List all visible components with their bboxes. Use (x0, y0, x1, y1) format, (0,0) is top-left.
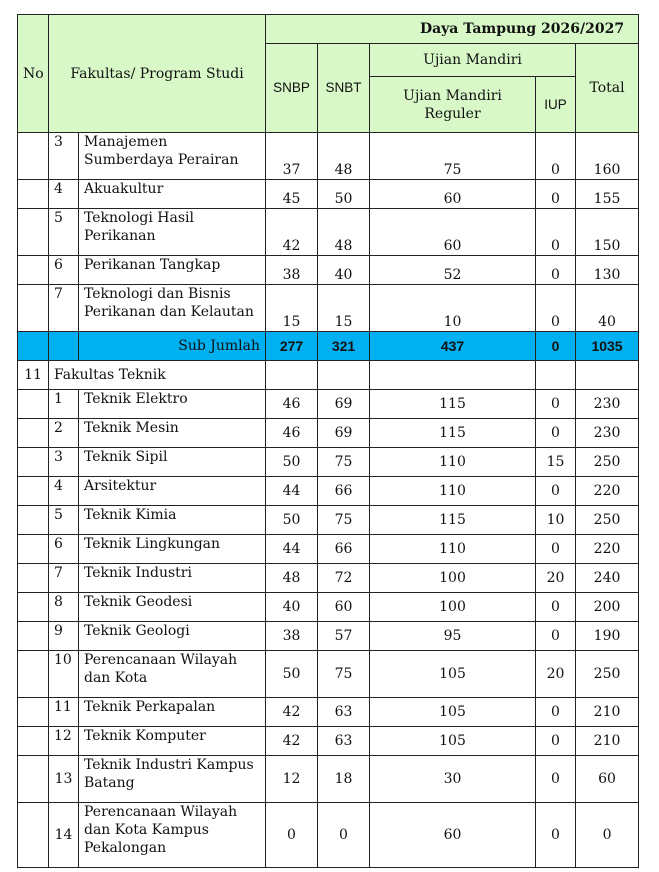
cell-total: 155 (576, 180, 639, 209)
table-row (18, 506, 639, 535)
cell-total: 220 (576, 477, 639, 506)
row-index: 4 (49, 180, 79, 209)
cell-iup: 0 (536, 419, 576, 448)
cell-snbt: 18 (318, 756, 370, 803)
cell-snbp: 50 (266, 448, 318, 477)
row-index: 2 (49, 419, 79, 448)
program-name: Teknik Elektro (79, 390, 266, 419)
table-row (18, 564, 639, 593)
program-name: Teknologi Hasil Perikanan (79, 209, 266, 256)
table-body (18, 133, 639, 868)
cell-iup: 0 (536, 698, 576, 727)
table-row (18, 448, 639, 477)
cell-um-reguler: 60 (370, 180, 536, 209)
cell-um-reguler: 10 (370, 285, 536, 332)
cell-um-reguler: 105 (370, 727, 536, 756)
cell-um-reguler: 110 (370, 477, 536, 506)
cell-snbt: 69 (318, 390, 370, 419)
program-name: Perencanaan Wilayah dan Kota Kampus Pekalongan (79, 803, 266, 868)
table-row (18, 209, 639, 256)
row-index: 6 (49, 256, 79, 285)
cell-snbp: 37 (266, 133, 318, 180)
cell-iup: 0 (536, 390, 576, 419)
cell-total: 160 (576, 133, 639, 180)
cell-total: 230 (576, 419, 639, 448)
cell-um-reguler: 115 (370, 390, 536, 419)
program-name: Akuakultur (79, 180, 266, 209)
cell-snbt: 60 (318, 593, 370, 622)
cell-snbp: 42 (266, 727, 318, 756)
row-index: 11 (49, 698, 79, 727)
cell-snbt: 63 (318, 727, 370, 756)
program-name: Teknologi dan Bisnis Perikanan dan Kelautan (79, 285, 266, 332)
cell-snbp: 50 (266, 506, 318, 535)
table-row (18, 477, 639, 506)
program-name: Teknik Industri Kampus Batang (79, 756, 266, 803)
cell-snbt: 48 (318, 209, 370, 256)
table-header (18, 15, 639, 133)
cell-snbp: 44 (266, 535, 318, 564)
cell-um-reguler: 110 (370, 448, 536, 477)
cell-iup: 0 (536, 209, 576, 256)
cell-snbt: 0 (318, 803, 370, 868)
cell-snbp: 40 (266, 593, 318, 622)
row-index: 7 (49, 564, 79, 593)
table-row (18, 593, 639, 622)
cell-total: 150 (576, 209, 639, 256)
cell-um-reguler: 95 (370, 622, 536, 651)
table-row (18, 803, 639, 868)
row-index: 5 (49, 209, 79, 256)
row-index: 1 (49, 390, 79, 419)
cell-iup: 10 (536, 506, 576, 535)
cell-snbt: 15 (318, 285, 370, 332)
cell-um-reguler: 110 (370, 535, 536, 564)
program-name: Manajemen Sumberdaya Perairan (79, 133, 266, 180)
cell-snbt: 75 (318, 506, 370, 535)
row-index: 3 (49, 448, 79, 477)
row-index: 9 (49, 622, 79, 651)
subtotal-snbt: 321 (318, 332, 370, 361)
header-no: No (18, 15, 49, 133)
table-row (18, 698, 639, 727)
cell-um-reguler: 115 (370, 506, 536, 535)
table-row (18, 419, 639, 448)
header-snbt: SNBT (318, 44, 370, 133)
table-row (18, 180, 639, 209)
cell-total: 130 (576, 256, 639, 285)
row-index: 3 (49, 133, 79, 180)
subtotal-snbp: 277 (266, 332, 318, 361)
cell-snbp: 38 (266, 622, 318, 651)
row-index: 14 (49, 803, 79, 868)
cell-iup: 0 (536, 180, 576, 209)
cell-um-reguler: 30 (370, 756, 536, 803)
cell-total: 250 (576, 506, 639, 535)
cell-snbp: 12 (266, 756, 318, 803)
cell-iup: 0 (536, 727, 576, 756)
cell-um-reguler: 75 (370, 133, 536, 180)
cell-iup: 15 (536, 448, 576, 477)
program-name: Teknik Sipil (79, 448, 266, 477)
cell-snbt: 57 (318, 622, 370, 651)
cell-snbt: 40 (318, 256, 370, 285)
cell-total: 230 (576, 390, 639, 419)
cell-total: 60 (576, 756, 639, 803)
cell-total: 220 (576, 535, 639, 564)
faculty-number: 11 (18, 361, 49, 390)
program-name: Teknik Lingkungan (79, 535, 266, 564)
cell-um-reguler: 60 (370, 209, 536, 256)
cell-snbp: 46 (266, 419, 318, 448)
program-name: Teknik Mesin (79, 419, 266, 448)
cell-iup: 0 (536, 756, 576, 803)
header-capacity-group: Daya Tampung 2026/2027 (266, 15, 639, 44)
row-index: 7 (49, 285, 79, 332)
row-index: 8 (49, 593, 79, 622)
cell-snbt: 72 (318, 564, 370, 593)
cell-iup: 0 (536, 285, 576, 332)
table-row (18, 756, 639, 803)
table-row (18, 535, 639, 564)
cell-total: 250 (576, 448, 639, 477)
program-name: Arsitektur (79, 477, 266, 506)
table-row (18, 256, 639, 285)
program-name: Perikanan Tangkap (79, 256, 266, 285)
row-index: 10 (49, 651, 79, 698)
cell-iup: 20 (536, 651, 576, 698)
program-name: Teknik Geodesi (79, 593, 266, 622)
cell-snbp: 48 (266, 564, 318, 593)
cell-iup: 0 (536, 133, 576, 180)
cell-snbt: 66 (318, 535, 370, 564)
row-index: 5 (49, 506, 79, 535)
header-ujian-mandiri: Ujian Mandiri (370, 44, 576, 77)
cell-um-reguler: 52 (370, 256, 536, 285)
cell-um-reguler: 105 (370, 651, 536, 698)
cell-snbp: 38 (266, 256, 318, 285)
cell-iup: 0 (536, 477, 576, 506)
table-row (18, 651, 639, 698)
cell-snbp: 45 (266, 180, 318, 209)
cell-snbp: 50 (266, 651, 318, 698)
cell-snbp: 42 (266, 698, 318, 727)
cell-iup: 0 (536, 593, 576, 622)
table-row (18, 622, 639, 651)
cell-snbt: 69 (318, 419, 370, 448)
capacity-table (17, 14, 639, 868)
cell-um-reguler: 100 (370, 564, 536, 593)
cell-total: 200 (576, 593, 639, 622)
program-name: Teknik Geologi (79, 622, 266, 651)
cell-snbp: 15 (266, 285, 318, 332)
cell-snbt: 75 (318, 651, 370, 698)
table-row (18, 133, 639, 180)
subtotal-total: 1035 (576, 332, 639, 361)
cell-snbt: 48 (318, 133, 370, 180)
cell-snbt: 50 (318, 180, 370, 209)
subtotal-label: Sub Jumlah (79, 332, 266, 361)
row-index: 4 (49, 477, 79, 506)
header-total: Total (576, 44, 639, 133)
cell-total: 190 (576, 622, 639, 651)
header-iup: IUP (536, 77, 576, 133)
row-index: 13 (49, 756, 79, 803)
table-row (18, 285, 639, 332)
cell-total: 240 (576, 564, 639, 593)
cell-iup: 0 (536, 535, 576, 564)
row-index: 12 (49, 727, 79, 756)
cell-snbp: 0 (266, 803, 318, 868)
cell-total: 0 (576, 803, 639, 868)
cell-iup: 0 (536, 256, 576, 285)
program-name: Teknik Komputer (79, 727, 266, 756)
program-name: Teknik Industri (79, 564, 266, 593)
cell-um-reguler: 115 (370, 419, 536, 448)
cell-total: 250 (576, 651, 639, 698)
cell-snbt: 75 (318, 448, 370, 477)
program-name: Teknik Perkapalan (79, 698, 266, 727)
subtotal-um-reguler: 437 (370, 332, 536, 361)
table-row (18, 390, 639, 419)
cell-snbp: 44 (266, 477, 318, 506)
faculty-row (18, 361, 639, 390)
header-faculty: Fakultas/ Program Studi (49, 15, 266, 133)
cell-iup: 0 (536, 622, 576, 651)
cell-total: 40 (576, 285, 639, 332)
cell-snbp: 42 (266, 209, 318, 256)
cell-total: 210 (576, 698, 639, 727)
subtotal-row (18, 332, 639, 361)
cell-um-reguler: 60 (370, 803, 536, 868)
header-um-reguler: Ujian Mandiri Reguler (370, 77, 536, 133)
faculty-name: Fakultas Teknik (49, 361, 266, 390)
cell-um-reguler: 100 (370, 593, 536, 622)
cell-iup: 20 (536, 564, 576, 593)
cell-total: 210 (576, 727, 639, 756)
subtotal-iup: 0 (536, 332, 576, 361)
cell-snbt: 66 (318, 477, 370, 506)
cell-iup: 0 (536, 803, 576, 868)
header-snbp: SNBP (266, 44, 318, 133)
row-index: 6 (49, 535, 79, 564)
cell-snbt: 63 (318, 698, 370, 727)
cell-snbp: 46 (266, 390, 318, 419)
table-row (18, 727, 639, 756)
program-name: Teknik Kimia (79, 506, 266, 535)
program-name: Perencanaan Wilayah dan Kota (79, 651, 266, 698)
cell-um-reguler: 105 (370, 698, 536, 727)
